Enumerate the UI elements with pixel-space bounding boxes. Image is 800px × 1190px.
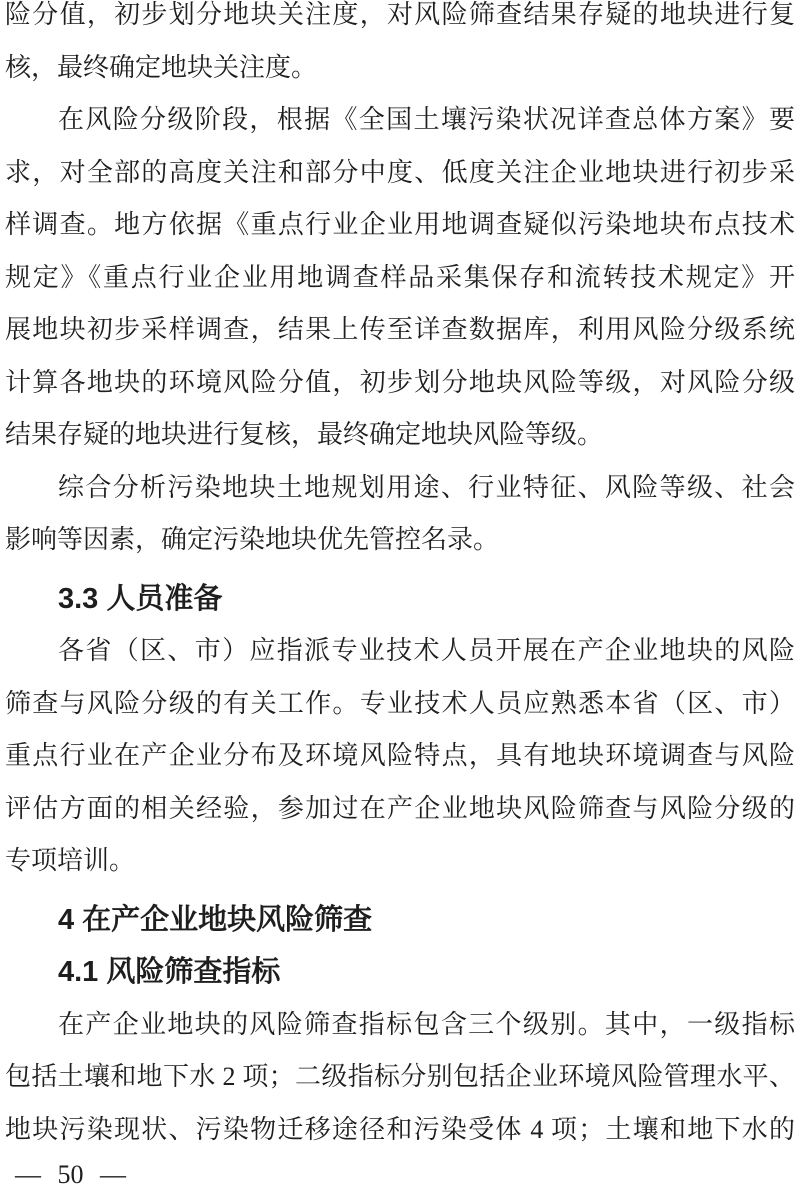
section-heading-3-3: 3.3 人员准备 (58, 582, 223, 615)
body-text-line: 计算各地块的环境风险分值，初步划分地块风险等级，对风险分级 (5, 367, 795, 397)
body-text-line: 展地块初步采样调查，结果上传至详查数据库，利用风险分级系统 (5, 315, 795, 344)
body-text-line: 地块污染现状、污染物迁移途径和污染受体 4 项；土壤和地下水的 (5, 1114, 795, 1144)
body-text-line: 筛查与风险分级的有关工作。专业技术人员应熟悉本省（区、市） (5, 688, 795, 718)
body-text-line: 核，最终确定地块关注度。 (5, 52, 318, 82)
body-text-line: 规定》《重点行业企业用地调查样品采集保存和流转技术规定》开 (5, 262, 795, 292)
body-text-line: 结果存疑的地块进行复核，最终确定地块风险等级。 (5, 420, 604, 449)
body-text-line: 重点行业在产企业分布及环境风险特点，具有地块环境调查与风险 (5, 741, 795, 770)
body-text-line: 专项培训。 (5, 846, 136, 875)
body-text-line: 各省（区、市）应指派专业技术人员开展在产企业地块的风险 (58, 636, 795, 665)
body-text-line: 影响等因素，确定污染地块优先管控名录。 (5, 525, 500, 554)
body-text-line: 在产企业地块的风险筛查指标包含三个级别。其中，一级指标 (58, 1009, 795, 1039)
chapter-heading-4: 4 在产企业地块风险筛查 (58, 903, 373, 936)
body-text-line: 在风险分级阶段，根据《全国土壤污染状况详查总体方案》要 (58, 105, 795, 134)
page-number: — 50 — (15, 1160, 126, 1189)
body-text-line: 样调查。地方依据《重点行业企业用地调查疑似污染地块布点技术 (5, 210, 795, 239)
body-text-line: 包括土壤和地下水 2 项；二级指标分别包括企业环境风险管理水平、 (5, 1062, 795, 1091)
body-text-line: 评估方面的相关经验，参加过在产企业地块风险筛查与风险分级的 (5, 793, 795, 823)
section-heading-4-1: 4.1 风险筛查指标 (58, 956, 281, 988)
body-text-line: 求，对全部的高度关注和部分中度、低度关注企业地块进行初步采 (5, 157, 795, 187)
body-text-line: 综合分析污染地块土地规划用途、行业特征、风险等级、社会 (58, 472, 795, 502)
body-text-line: 险分值，初步划分地块关注度，对风险筛查结果存疑的地块进行复 (5, 0, 795, 29)
